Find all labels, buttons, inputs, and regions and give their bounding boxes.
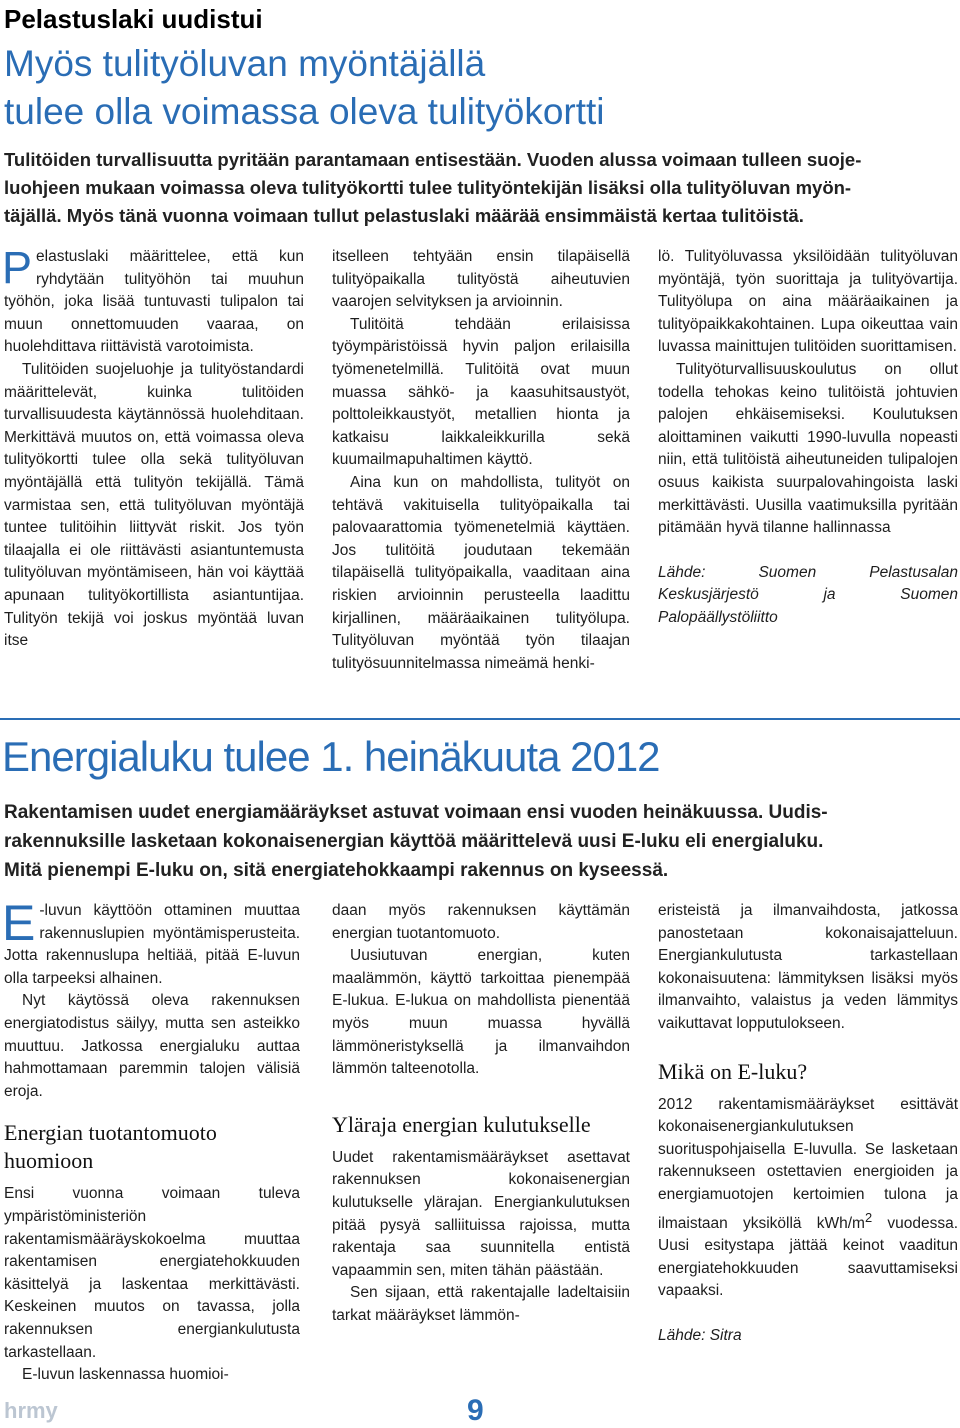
paragraph: -luvun käyttöön ottaminen muuttaa rakennuslupien myöntämisperusteita. Jotta rakennuslupa heltiää, pitää E-luvun olla tarpeeksi alhainen.	[4, 902, 300, 987]
page-number: 9	[467, 1394, 484, 1427]
text-segment: vuodessa. Uusi esitystapa jättää keinot vaaditun energiatehokkuuden saavuttamiseksi vapaaksi.	[658, 1214, 959, 1300]
article2-column-3	[658, 900, 958, 1348]
paragraph: Uudet rakentamismääräykset asettavat rakennuksen kokonaisenergian kulutukselle ylärajan. Energiankulutuksen pitää pysyä salliituissa rajoissa, mutta rakentaja saa suunnitella entistä vapaammin sen, miten tähän päästään.	[332, 1148, 630, 1279]
article2-column-1	[2, 895, 300, 1387]
lead-line: luohjeen mukaan voimassa oleva tulityökortti tulee tulityöntekijän lisäksi olla tulityöluvan myön-	[4, 177, 852, 198]
lead-line: rakennuksille lasketaan kokonaisenergian käyttöä määrittelevä uusi E-luku eli energialuku.	[4, 831, 824, 852]
paragraph: Tulityöturvallisuuskoulutus on ollut todella tehokas keino tulitöistä johtuvien palojen ehkäisemiseksi. Koulutuksen aloittaminen vaikutti 1990-luvulla nopeasti niin, että tulitöistä aiheutuneiden tulipalojen osuus kaikista suurpalovahingoista laski merkittävästi. Uusilla vaatimuksilla pyritään pitämään hyvä tilanne hallinnassa	[658, 360, 958, 537]
headline-line: tulee olla voimassa oleva tulityökortti	[4, 91, 605, 132]
paragraph: daan myös rakennuksen käyttämän energian tuotantomuoto.	[332, 902, 630, 942]
paragraph: eristeistä ja ilmanvaihdosta, jatkossa panostetaan kokonaisajatteluun. Energiankulutusta tarkastellaan kokonaisuutena: lämmityksen lisäksi myös ilmanvaihto, valaistus ja veden lämmitys vaikuttavat lopputulokseen.	[658, 902, 958, 1032]
paragraph: elastuslaki määrittelee, että kun ryhdytään tulityöhön tai muuhun työhön, joka lisää tuntuvasti tulipalon tai muun onnettomuuden vaaraa, on huolehdittava riittävistä varotoimista.	[4, 248, 304, 356]
paragraph: Nyt käytössä oleva rakennuksen energiatodistus säilyy, mutta sen asteikko muuttuu. Jatkossa energialuku auttaa hahmottamaan paremmin talojen välisiä eroja.	[4, 992, 300, 1100]
magazine-logo: hrmy	[4, 1398, 58, 1423]
text-segment: 2012 rakentamismääräykset esittävät kokonaisenergiankulutuksen suorituspohjaisella E-luvulla. Se lasketaan rakennukseen ostettavien energioiden ja energiamuotojen kertoimien tulona ja ilmaistaan yksiköllä kWh/m	[658, 1095, 958, 1232]
drop-cap: P	[2, 242, 33, 293]
paragraph: Uusiutuvan energian, kuten maalämmön, käyttö tarkoittaa pienempää E-lukua. E-lukua on mahdollista pienentää myös muun muassa hyvällä lämmöneristyksellä ja ilmanvaihdon lämmön talteenotolla.	[332, 947, 630, 1078]
subheading: Mikä on E-luku?	[658, 1058, 808, 1084]
source-credit: Lähde: Suomen Pelastusalan Keskusjärjestö ja Suomen Palopäällystöliitto	[658, 563, 958, 626]
paragraph: Tulitöiden suojeluohje ja tulityöstandardi määrittelevät, kuinka tulitöiden turvallisuudesta käytännössä huolehditaan. Merkittävä muutos on, että voimassa oleva tulityökortti tulee olla sekä tulityöluvan myöntäjällä että tulityön tekijällä. Tämä varmistaa sen, että tulityöluvan myöntäjä tuntee tulitöihin liittyvät riskit. Jos työn tilaajalla ei ole riittävästi asiantuntemusta tulityöluvan myöntämiseen, hän voi käyttää apunaan tulityökortillista asiantuntijaa. Tulityön tekijä voi joskus myöntää luvan itse	[4, 360, 304, 650]
lead-line: Tulitöiden turvallisuutta pyritään parantamaan entisestään. Vuoden alussa voimaan tulleen suoje-	[4, 149, 862, 170]
paragraph	[658, 1094, 958, 1304]
section-kicker: Pelastuslaki uudistui	[4, 4, 263, 34]
paragraph: Aina kun on mahdollista, tulityöt on tehtävä vakituisella tulityöpaikalla tai palovaarattomia työmenetelmiä käyttäen. Jos tulitöitä joudutaan tekemään tilapäisellä tulityöpaikalla, vaaditaan aina riskien arvioinnin perusteella laadittu kirjallinen, määräaikainen tulityölupa. Tulityöluvan myöntää työn tilaajan tulityösuunnitelmassa nimeämä henki-	[332, 473, 630, 672]
paragraph: Ensi vuonna voimaan tuleva ympäristöministeriön rakentamismääräyskokoelma muuttaa rakentamisen energiatehokkuuden käsittelyä ja laskentaa merkittävästi. Keskeinen muutos on tavassa, jolla rakennuksen energiankulutusta tarkastellaan.	[4, 1185, 300, 1361]
subheading: Energian tuotantomuoto huomioon	[4, 1120, 217, 1174]
section-divider	[0, 718, 960, 720]
lead-line: täjällä. Myös tänä vuonna voimaan tullut pelastuslaki määrää ensimmäistä kertaa tulitöistä.	[4, 205, 804, 226]
paragraph: lö. Tulityöluvassa yksilöidään tulityöluvan myöntäjä, työn suorittaja ja tulityövartija. Tulityölupa on aina määräaikainen ja tulityöpaikkakohtainen. Lupa oikeuttaa vain luvassa mainittujen tulitöiden suorittamisen.	[658, 248, 958, 356]
article-lead	[4, 146, 956, 230]
headline-line: Myös tulityöluvan myöntäjällä	[4, 43, 486, 84]
article1-column-1	[2, 242, 304, 653]
article1-column-3	[658, 246, 958, 630]
lead-line: Mitä pienempi E-luku on, sitä energiatehokkaampi rakennus on kyseessä.	[4, 860, 669, 881]
paragraph: Sen sijaan, että rakentajalle ladeltaisiin tarkat määräykset lämmön-	[332, 1284, 630, 1324]
superscript: 2	[864, 1209, 873, 1225]
paragraph: Tulitöitä tehdään erilaisissa työympäristöissä hyvin paljon erilaisilla työmenetelmillä. Tulitöitä ovat muun muassa sähkö- ja kaasuhitsaustyöt, polttoleikkaustyöt, metallien hionta ja katkaisu laikkaleikkurilla sekä kuumailmapuhaltimen käyttö.	[332, 315, 630, 469]
lead-line: Rakentamisen uudet energiamääräykset astuvat voimaan ensi vuoden heinäkuussa. Uudis-	[4, 802, 828, 823]
article-lead	[4, 798, 956, 885]
paragraph: E-luvun laskennassa huomioi-	[22, 1366, 229, 1384]
subheading: Yläraja energian kulutukselle	[332, 1111, 591, 1137]
article2-column-2	[332, 900, 630, 1328]
source-credit: Lähde: Sitra	[658, 1327, 742, 1345]
article-headline: Energialuku tulee 1. heinäkuuta 2012	[2, 733, 660, 780]
article-headline	[4, 40, 954, 136]
drop-cap: E	[2, 895, 36, 951]
paragraph: itselleen tehtyään ensin tilapäisellä tulityöpaikalla tulityöstä aiheutuvien vaarojen selvityksen ja arvioinnin.	[332, 248, 630, 311]
article1-column-2	[332, 246, 630, 675]
